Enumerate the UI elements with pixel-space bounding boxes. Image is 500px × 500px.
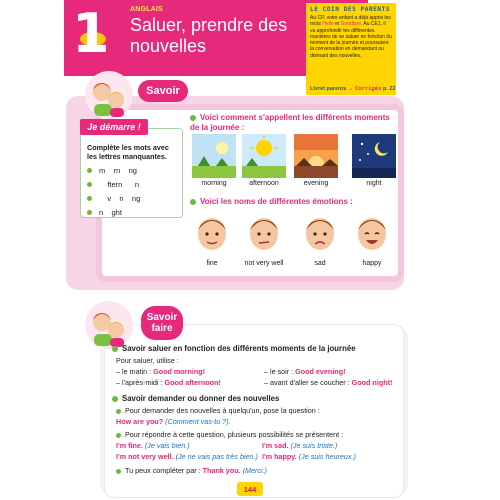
children-avatar-icon	[84, 70, 134, 120]
parents-word-goodbye: Goodbye	[340, 21, 361, 28]
page-title: Saluer, prendre des nouvelles	[130, 15, 288, 56]
savoir-faire-heading-2-text: Savoir demander ou donner des nouvelles	[122, 394, 280, 403]
ask-question	[116, 417, 231, 426]
night-icon	[352, 134, 396, 178]
moment-label: afternoon	[249, 180, 279, 187]
bullet-icon	[87, 182, 92, 187]
greeting-intro: Pour saluer, utilise :	[116, 356, 179, 365]
savoir-faire-heading-1-text: Savoir saluer en fonction des différents moments de la journée	[122, 344, 356, 353]
answer-translation: (Je ne vais pas très bien.)	[175, 452, 258, 461]
word-text: n ght	[99, 208, 122, 217]
greeting-prefix: – le soir :	[264, 367, 296, 376]
answer-translation: (Je vais bien.)	[144, 441, 190, 450]
emotion-label: not very well	[244, 260, 284, 267]
greeting-evening	[264, 367, 345, 376]
emotions-heading	[190, 197, 400, 207]
greeting-phrase: Good night!	[351, 378, 393, 387]
answer-translation: (Je suis heureux.)	[298, 452, 356, 461]
children-avatar-icon	[84, 300, 134, 350]
complete-line	[116, 466, 267, 475]
emotions-heading-text: Voici les noms de différentes émotions :	[200, 197, 353, 206]
answer-2	[262, 441, 337, 450]
greeting-prefix: – avant d'aller se coucher :	[264, 378, 352, 387]
ask-intro-text: Pour demander des nouvelles à quelqu'un, pose la question :	[125, 406, 320, 415]
answer-phrase: I'm happy.	[262, 452, 297, 461]
word-text: m rn ng	[99, 166, 137, 175]
moments-heading	[190, 113, 400, 133]
lesson-number: 1	[72, 2, 110, 65]
bullet-icon	[87, 168, 92, 173]
bullet-icon	[190, 115, 196, 121]
emotion-label: sad	[314, 260, 326, 267]
greeting-prefix: – le matin :	[116, 367, 154, 376]
savoir-faire-heading-2	[112, 394, 279, 403]
parents-link-corriges: Corrigés	[354, 86, 382, 92]
parents-text-part: Au CP, votre enfant a déjà appris les mots	[310, 15, 391, 28]
bullet-icon	[116, 433, 121, 438]
greeting-phrase: Good afternoon!	[164, 378, 221, 387]
savoir-label: Savoir	[138, 80, 188, 102]
answer-phrase: I'm sad.	[262, 441, 289, 450]
word-item	[87, 180, 177, 189]
ask-question-translation: (Comment vas-tu ?).	[165, 417, 231, 426]
ask-question-phrase: How are you?	[116, 417, 164, 426]
complete-translation: (Merci.)	[242, 466, 267, 475]
savoir-faire-heading-1	[112, 344, 356, 353]
bullet-icon	[116, 409, 121, 414]
answer-intro	[116, 430, 343, 439]
answer-1	[116, 441, 190, 450]
bullet-icon	[87, 196, 92, 201]
ask-intro	[116, 406, 320, 415]
greeting-phrase: Good morning!	[153, 367, 206, 376]
greeting-prefix: – l'après-midi :	[116, 378, 165, 387]
parents-corner	[306, 3, 396, 95]
fine-face-icon	[194, 212, 230, 254]
je-demarre-box	[80, 128, 183, 218]
answer-intro-text: Pour répondre à cette question, plusieurs possibilités se présentent :	[125, 430, 344, 439]
greeting-morning	[116, 367, 205, 376]
emotion-label: happy	[362, 260, 382, 267]
answer-4	[262, 452, 356, 461]
subject-label: ANGLAIS	[130, 6, 163, 13]
parents-text	[310, 15, 392, 59]
greeting-afternoon	[116, 378, 221, 387]
parents-word-hello: Hello	[322, 21, 334, 28]
greeting-phrase: Good evening!	[295, 367, 346, 376]
page-number: 144	[237, 482, 263, 496]
afternoon-icon	[242, 134, 286, 178]
word-item	[87, 194, 177, 203]
answer-translation: (Je suis triste.)	[290, 441, 338, 450]
parents-link-page: p. 22	[382, 86, 396, 92]
je-demarre-tag: Je démarre !	[80, 119, 148, 135]
word-text: ftern n	[99, 180, 140, 189]
bullet-icon	[87, 210, 92, 215]
moment-label: night	[366, 180, 382, 187]
greeting-night	[264, 378, 392, 387]
answer-phrase: I'm not very well.	[116, 452, 174, 461]
complete-phrase: Thank you.	[202, 466, 241, 475]
bullet-icon	[112, 346, 118, 352]
parents-title: LE COIN DES PARENTS	[310, 6, 391, 13]
parents-text-part: . Au CE1, il va approfondir les différentes manières de se saluer en fonction du moment de la journée et poursuivre la conversation en demandant ou donnant des nouvelles.	[310, 21, 392, 59]
word-text: v n ng	[99, 194, 141, 203]
not-very-well-face-icon	[246, 212, 282, 254]
happy-face-icon	[354, 212, 390, 254]
complete-intro-text: Tu peux compléter par :	[125, 466, 203, 475]
moment-label: morning	[201, 180, 227, 187]
parents-text-part: et	[333, 21, 341, 28]
savoir-faire-label: Savoir faire	[141, 306, 183, 340]
bullet-icon	[116, 469, 121, 474]
emotion-label: fine	[206, 260, 218, 267]
moments-heading-text: Voici comment s'appellent les différents moments de la journée :	[190, 113, 390, 132]
sad-face-icon	[302, 212, 338, 254]
je-demarre-instruction: Complète les mots avec les lettres manquantes.	[87, 143, 169, 161]
answer-3	[116, 452, 258, 461]
word-item	[87, 166, 177, 175]
bullet-icon	[190, 199, 196, 205]
evening-icon	[294, 134, 338, 178]
moment-label: evening	[303, 180, 329, 187]
parents-link-label: Livret parents →	[310, 86, 354, 92]
parents-link[interactable]	[310, 86, 396, 92]
answer-phrase: I'm fine.	[116, 441, 143, 450]
word-item	[87, 208, 177, 217]
bullet-icon	[112, 396, 118, 402]
morning-icon	[192, 134, 236, 178]
